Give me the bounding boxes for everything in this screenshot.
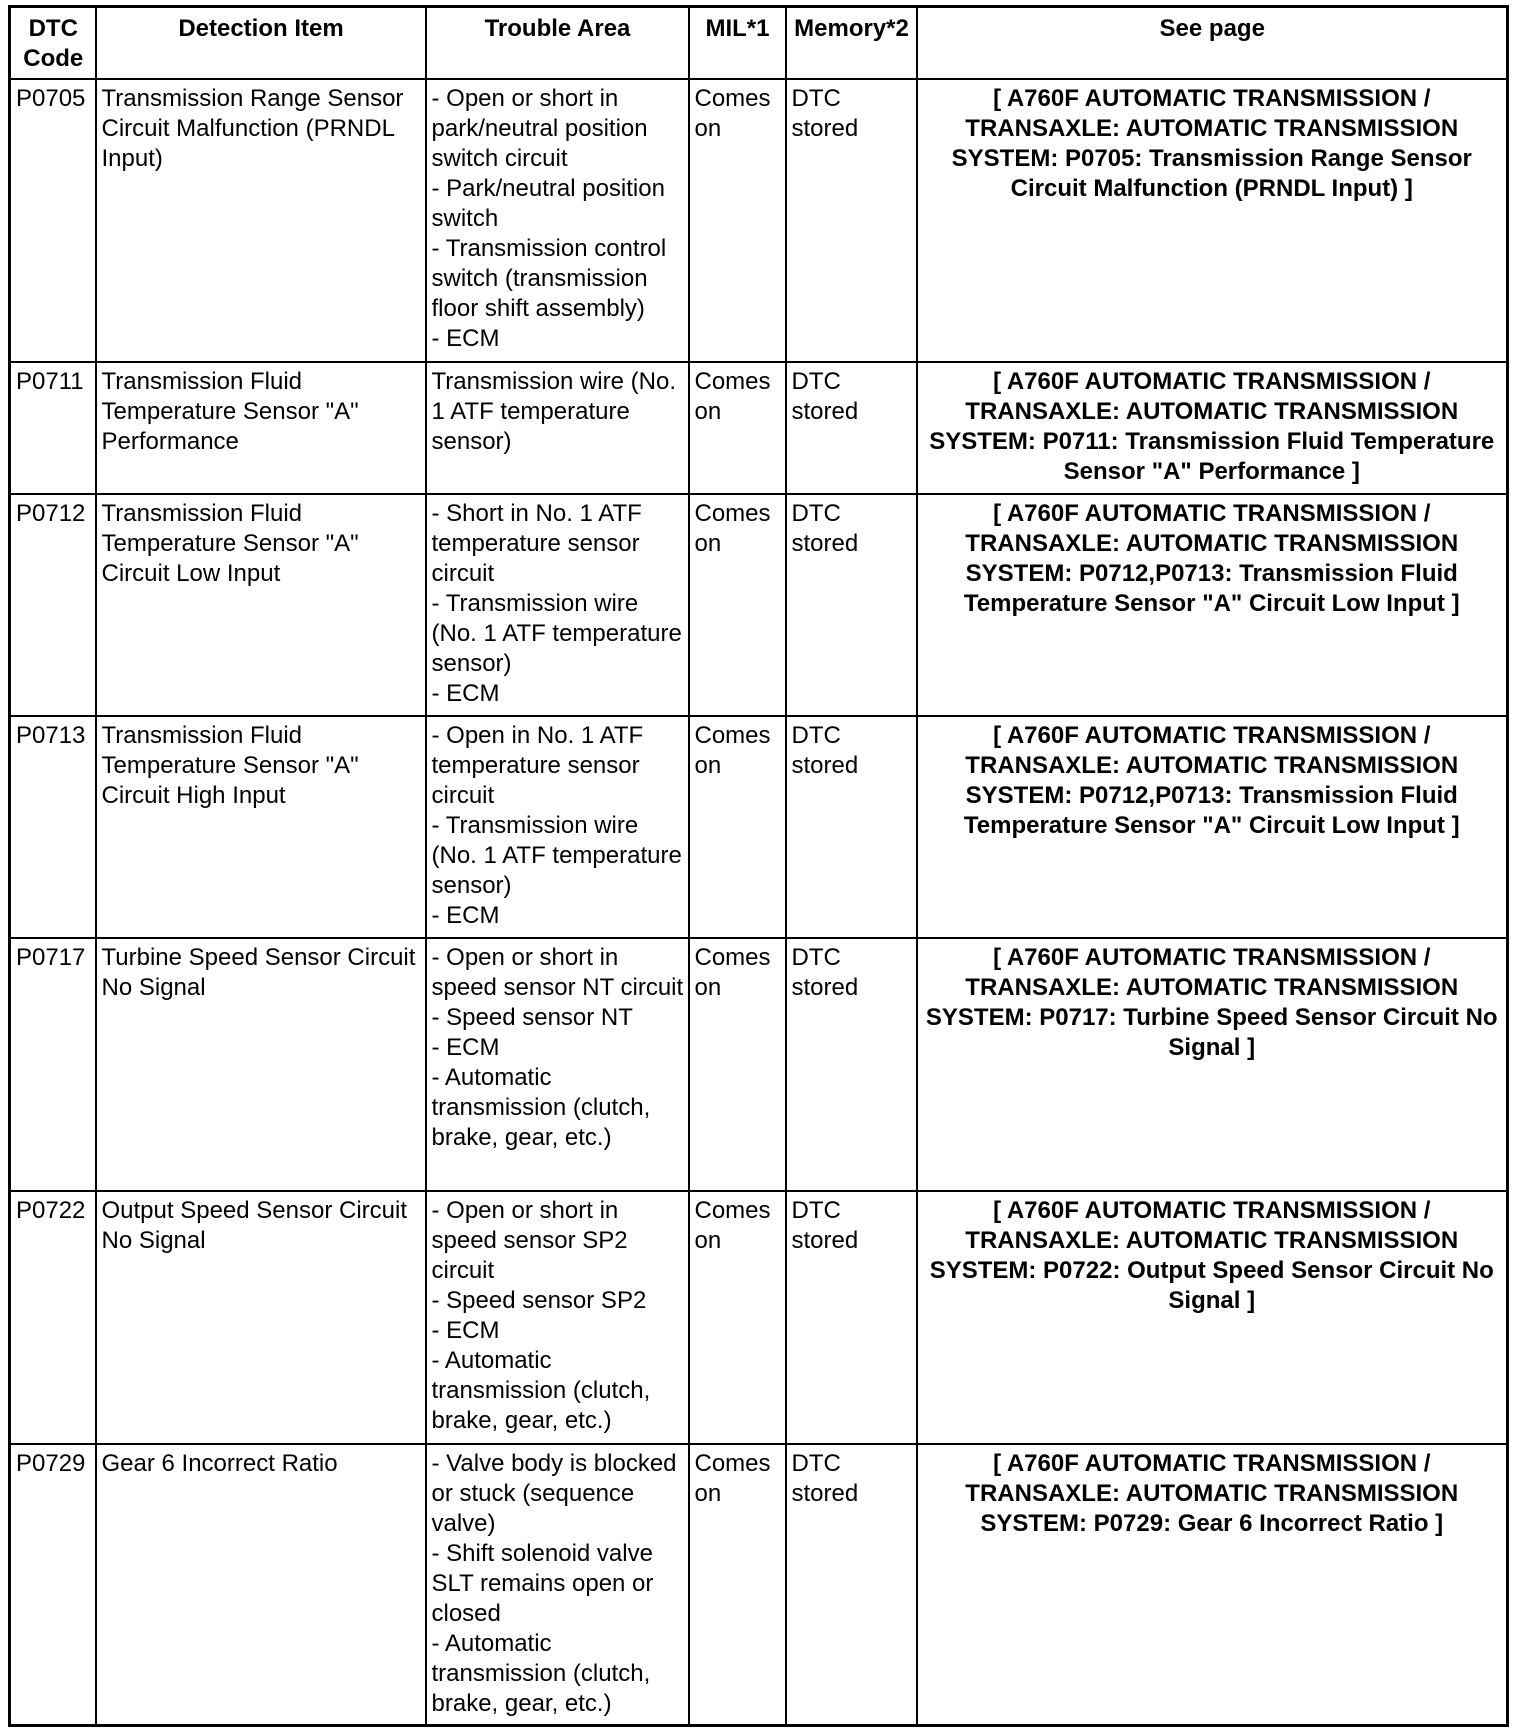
detection-item-cell: Transmission Range Sensor Circuit Malfunction (PRNDL Input) (96, 79, 426, 362)
mil-cell: Comes on (689, 1191, 786, 1444)
dtc-code-cell: P0713 (10, 716, 96, 938)
table-row (10, 79, 1508, 362)
memory-cell: DTC stored (786, 938, 917, 1191)
table-row (10, 362, 1508, 494)
header-mil: MIL*1 (689, 7, 786, 79)
mil-cell: Comes on (689, 716, 786, 938)
see-page-link[interactable]: [ A760F AUTOMATIC TRANSMISSION / TRANSAXLE: AUTOMATIC TRANSMISSION SYSTEM: P0717: Turbine Speed Sensor Circuit No Signal ] (917, 938, 1508, 1191)
trouble-area-cell: Transmission wire (No. 1 ATF temperature sensor) (426, 362, 689, 494)
dtc-table (8, 5, 1509, 1727)
dtc-code-cell: P0729 (10, 1444, 96, 1726)
detection-item-cell: Transmission Fluid Temperature Sensor "A" Circuit High Input (96, 716, 426, 938)
mil-cell: Comes on (689, 79, 786, 362)
mil-cell: Comes on (689, 1444, 786, 1726)
memory-cell: DTC stored (786, 362, 917, 494)
detection-item-cell: Output Speed Sensor Circuit No Signal (96, 1191, 426, 1444)
header-detection-item: Detection Item (96, 7, 426, 79)
see-page-link[interactable]: [ A760F AUTOMATIC TRANSMISSION / TRANSAXLE: AUTOMATIC TRANSMISSION SYSTEM: P0729: Gear 6 Incorrect Ratio ] (917, 1444, 1508, 1726)
see-page-link[interactable]: [ A760F AUTOMATIC TRANSMISSION / TRANSAXLE: AUTOMATIC TRANSMISSION SYSTEM: P0712,P0713: Transmission Fluid Temperature Sensor "A" Circuit Low Input ] (917, 494, 1508, 716)
header-dtc-code: DTC Code (10, 7, 96, 79)
trouble-area-cell: - Open in No. 1 ATF temperature sensor circuit - Transmission wire (No. 1 ATF temperature sensor) - ECM (426, 716, 689, 938)
see-page-link[interactable]: [ A760F AUTOMATIC TRANSMISSION / TRANSAXLE: AUTOMATIC TRANSMISSION SYSTEM: P0712,P0713: Transmission Fluid Temperature Sensor "A" Circuit Low Input ] (917, 716, 1508, 938)
trouble-area-cell: - Open or short in speed sensor SP2 circuit - Speed sensor SP2 - ECM - Automatic transmission (clutch, brake, gear, etc.) (426, 1191, 689, 1444)
trouble-area-cell: - Short in No. 1 ATF temperature sensor circuit - Transmission wire (No. 1 ATF temperature sensor) - ECM (426, 494, 689, 716)
dtc-code-cell: P0705 (10, 79, 96, 362)
detection-item-cell: Transmission Fluid Temperature Sensor "A" Performance (96, 362, 426, 494)
table-row (10, 1191, 1508, 1444)
table-row (10, 494, 1508, 716)
mil-cell: Comes on (689, 938, 786, 1191)
see-page-link[interactable]: [ A760F AUTOMATIC TRANSMISSION / TRANSAXLE: AUTOMATIC TRANSMISSION SYSTEM: P0722: Output Speed Sensor Circuit No Signal ] (917, 1191, 1508, 1444)
dtc-code-cell: P0717 (10, 938, 96, 1191)
trouble-area-cell: - Valve body is blocked or stuck (sequence valve) - Shift solenoid valve SLT remains open or closed - Automatic transmission (clutch, brake, gear, etc.) (426, 1444, 689, 1726)
memory-cell: DTC stored (786, 1444, 917, 1726)
memory-cell: DTC stored (786, 716, 917, 938)
memory-cell: DTC stored (786, 79, 917, 362)
trouble-area-cell: - Open or short in park/neutral position switch circuit - Park/neutral position switch - Transmission control switch (transmission floor shift assembly) - ECM (426, 79, 689, 362)
table-row (10, 716, 1508, 938)
dtc-code-cell: P0711 (10, 362, 96, 494)
table-row (10, 938, 1508, 1191)
dtc-code-cell: P0712 (10, 494, 96, 716)
trouble-area-cell: - Open or short in speed sensor NT circuit - Speed sensor NT - ECM - Automatic transmission (clutch, brake, gear, etc.) (426, 938, 689, 1191)
mil-cell: Comes on (689, 362, 786, 494)
header-memory: Memory*2 (786, 7, 917, 79)
header-trouble-area: Trouble Area (426, 7, 689, 79)
dtc-code-cell: P0722 (10, 1191, 96, 1444)
memory-cell: DTC stored (786, 494, 917, 716)
memory-cell: DTC stored (786, 1191, 917, 1444)
table-row (10, 1444, 1508, 1726)
detection-item-cell: Transmission Fluid Temperature Sensor "A" Circuit Low Input (96, 494, 426, 716)
see-page-link[interactable]: [ A760F AUTOMATIC TRANSMISSION / TRANSAXLE: AUTOMATIC TRANSMISSION SYSTEM: P0711: Transmission Fluid Temperature Sensor "A" Performance ] (917, 362, 1508, 494)
header-see-page: See page (917, 7, 1508, 79)
header-row (10, 7, 1508, 79)
mil-cell: Comes on (689, 494, 786, 716)
see-page-link[interactable]: [ A760F AUTOMATIC TRANSMISSION / TRANSAXLE: AUTOMATIC TRANSMISSION SYSTEM: P0705: Transmission Range Sensor Circuit Malfunction (PRNDL Input) ] (917, 79, 1508, 362)
detection-item-cell: Turbine Speed Sensor Circuit No Signal (96, 938, 426, 1191)
detection-item-cell: Gear 6 Incorrect Ratio (96, 1444, 426, 1726)
